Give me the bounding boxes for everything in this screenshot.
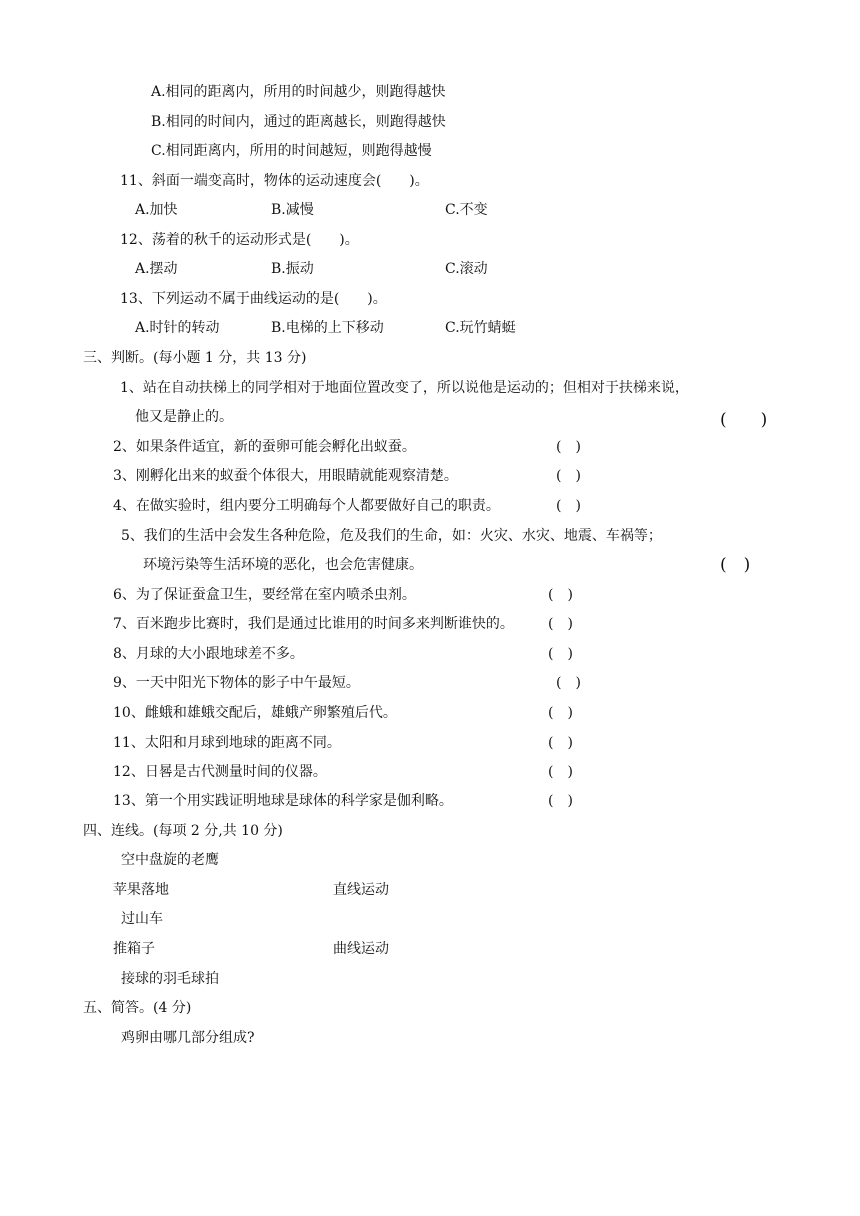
judge-item-11: 11、太阳和月球到地球的距离不同。 (113, 735, 341, 751)
judge-item-4: 4、在做实验时，组内要分工明确每个人都要做好自己的职责。 (113, 498, 500, 514)
q11-option-c: C.不变 (445, 202, 488, 218)
answer-blank: ( ) (556, 498, 581, 514)
answer-blank: ( ) (720, 410, 768, 430)
answer-blank: ( ) (720, 555, 751, 575)
answer-blank: ( ) (548, 616, 573, 632)
judge-item-9: 9、一天中阳光下物体的影子中午最短。 (113, 675, 360, 691)
judge-item-5-line2: 环境污染等生活环境的恶化，也会危害健康。 (143, 557, 423, 573)
q13-stem: 13、下列运动不属于曲线运动的是( )。 (120, 291, 387, 307)
judge-item-12: 12、日晷是古代测量时间的仪器。 (113, 764, 327, 780)
q12-stem: 12、荡着的秋千的运动形式是( )。 (120, 232, 359, 248)
q13-option-c: C.玩竹蜻蜓 (445, 320, 516, 336)
answer-blank: ( ) (548, 587, 573, 603)
judge-item-7: 7、百米跑步比赛时，我们是通过比谁用的时间多来判断谁快的。 (113, 616, 514, 632)
q11-stem: 11、斜面一端变高时，物体的运动速度会( )。 (120, 173, 429, 189)
judge-item-13: 13、第一个用实践证明地球是球体的科学家是伽利略。 (113, 793, 453, 809)
q10-option-b: B.相同的时间内，通过的距离越长，则跑得越快 (151, 114, 446, 130)
section5-heading: 五、简答。(4 分) (83, 1000, 192, 1016)
answer-blank: ( ) (556, 675, 581, 691)
q13-option-a: A.时针的转动 (135, 320, 220, 336)
answer-blank: ( ) (548, 764, 573, 780)
judge-item-10: 10、雌蛾和雄蛾交配后，雄蛾产卵繁殖后代。 (113, 705, 397, 721)
judge-item-1-line1: 1、站在自动扶梯上的同学相对于地面位置改变了，所以说他是运动的；但相对于扶梯来说， (120, 380, 689, 396)
q12-option-c: C.滚动 (445, 261, 488, 277)
q12-option-a: A.摆动 (135, 261, 178, 277)
answer-blank: ( ) (548, 793, 573, 809)
match-left-item: 过山车 (121, 911, 163, 927)
q10-option-a: A.相同的距离内，所用的时间越少，则跑得越快 (151, 84, 446, 100)
match-left-item: 推箱子 (113, 941, 155, 957)
answer-blank: ( ) (548, 735, 573, 751)
match-left-item: 苹果落地 (113, 882, 169, 898)
judge-item-3: 3、刚孵化出来的蚁蚕个体很大，用眼睛就能观察清楚。 (113, 468, 458, 484)
judge-item-5-line1: 5、我们的生活中会发生各种危险，危及我们的生命，如：火灾、水灾、地震、车祸等； (121, 528, 662, 544)
q11-option-a: A.加快 (135, 202, 178, 218)
q13-option-b: B.电梯的上下移动 (271, 320, 384, 336)
answer-blank: ( ) (548, 646, 573, 662)
judge-item-1-line2: 他又是静止的。 (135, 409, 233, 425)
match-right-item: 直线运动 (333, 882, 389, 898)
judge-item-8: 8、月球的大小跟地球差不多。 (113, 646, 304, 662)
q11-option-b: B.减慢 (271, 202, 314, 218)
q12-option-b: B.振动 (271, 261, 314, 277)
answer-blank: ( ) (548, 705, 573, 721)
answer-blank: ( ) (556, 439, 581, 455)
match-left-item: 接球的羽毛球拍 (121, 971, 219, 987)
section4-heading: 四、连线。(每项 2 分,共 10 分) (83, 823, 283, 839)
match-left-item: 空中盘旋的老鹰 (121, 852, 219, 868)
judge-item-6: 6、为了保证蚕盒卫生，要经常在室内喷杀虫剂。 (113, 587, 416, 603)
judge-item-2: 2、如果条件适宜，新的蚕卵可能会孵化出蚁蚕。 (113, 439, 416, 455)
section3-heading: 三、判断。(每小题 1 分，共 13 分) (83, 350, 307, 366)
answer-blank: ( ) (556, 468, 581, 484)
short-answer-question: 鸡卵由哪几部分组成? (121, 1030, 255, 1046)
match-right-item: 曲线运动 (333, 941, 389, 957)
q10-option-c: C.相同距离内，所用的时间越短，则跑得越慢 (151, 143, 432, 159)
